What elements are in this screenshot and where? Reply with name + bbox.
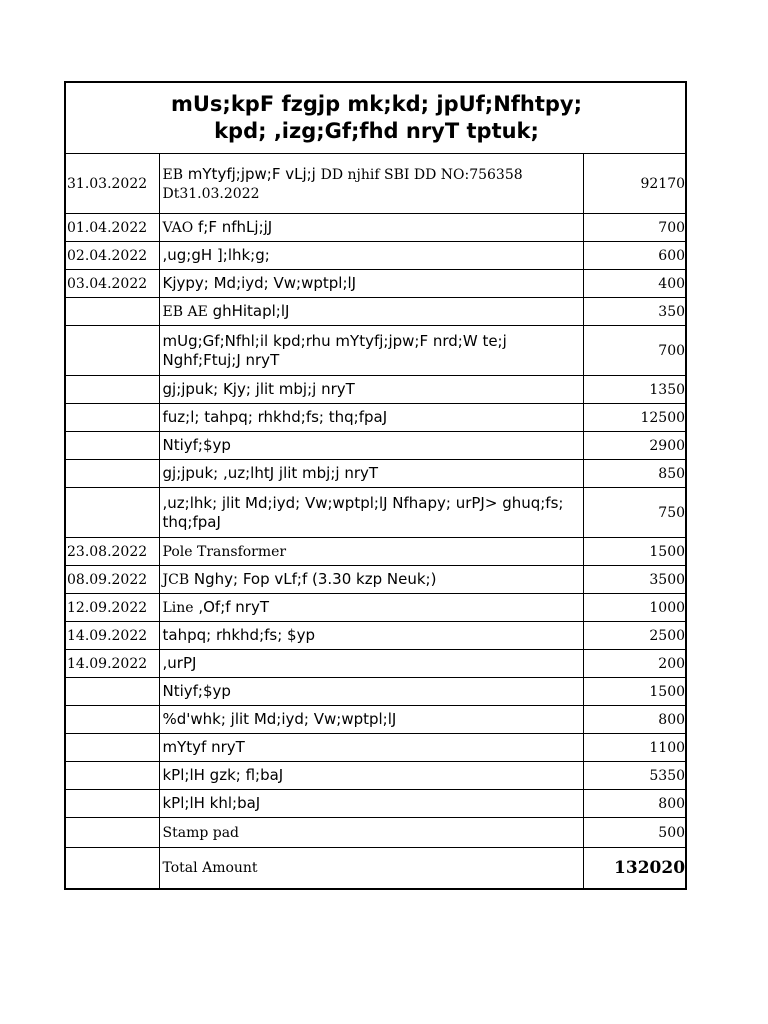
expense-table [66, 83, 687, 888]
description-cell [159, 762, 583, 790]
amount-cell: 5350 [583, 762, 687, 790]
title-line-1: mUs;kpF fzgjp mk;kd; jpUf;Nfhtpy; [171, 92, 583, 116]
date-cell: 23.08.2022 [66, 538, 159, 566]
description-text: kPl;lH gzk; fl;baJ [162, 766, 284, 784]
amount-cell: 200 [583, 650, 687, 678]
expense-sheet [64, 81, 687, 890]
table-row [66, 594, 687, 622]
date-cell: 02.04.2022 [66, 242, 159, 270]
description-cell [159, 488, 583, 538]
description-text: Ntiyf;$yp [162, 682, 231, 700]
amount-cell: 800 [583, 706, 687, 734]
date-cell [66, 706, 159, 734]
total-label: Total Amount [162, 860, 258, 877]
table-row [66, 762, 687, 790]
description-text: ,urPJ [162, 654, 197, 672]
amount-cell: 600 [583, 242, 687, 270]
amount-cell: 700 [583, 326, 687, 376]
table-row [66, 214, 687, 242]
description-cell [159, 650, 583, 678]
table-row [66, 650, 687, 678]
title-row [66, 83, 687, 154]
description-prefix: Stamp pad [162, 825, 240, 841]
date-cell [66, 432, 159, 460]
description-cell [159, 678, 583, 706]
description-text: gj;jpuk; ,uz;lhtJ jlit mbj;j nryT [162, 464, 379, 482]
description-cell [159, 538, 583, 566]
date-cell: 12.09.2022 [66, 594, 159, 622]
description-cell [159, 594, 583, 622]
amount-cell: 1500 [583, 538, 687, 566]
description-cell [159, 376, 583, 404]
table-row [66, 622, 687, 650]
amount-cell: 2500 [583, 622, 687, 650]
table-row [66, 566, 687, 594]
amount-cell: 1000 [583, 594, 687, 622]
amount-cell: 800 [583, 790, 687, 818]
description-text: ghHitapl;lJ [207, 302, 290, 320]
description-text: %d'whk; jlit Md;iyd; Vw;wptpl;lJ [162, 710, 397, 728]
amount-cell: 700 [583, 214, 687, 242]
description-cell [159, 432, 583, 460]
description-text: kPl;lH khl;baJ [162, 794, 261, 812]
date-cell [66, 762, 159, 790]
description-cell [159, 818, 583, 848]
amount-cell: 400 [583, 270, 687, 298]
date-cell: 03.04.2022 [66, 270, 159, 298]
amount-cell: 1100 [583, 734, 687, 762]
amount-cell: 1350 [583, 376, 687, 404]
description-text: fuz;l; tahpq; rhkhd;fs; thq;fpaJ [162, 408, 388, 426]
table-row [66, 298, 687, 326]
description-prefix: Line [162, 600, 194, 616]
description-text: Nghy; Fop vLf;f (3.30 kzp Neuk;) [189, 570, 437, 588]
amount-cell: 850 [583, 460, 687, 488]
description-text: ,Of;f nryT [193, 598, 270, 616]
date-cell [66, 818, 159, 848]
date-cell [66, 298, 159, 326]
date-cell: 14.09.2022 [66, 622, 159, 650]
description-text: mYtyfj;jpw;F vLj;j [183, 164, 321, 183]
description-text: tahpq; rhkhd;fs; $yp [162, 626, 315, 644]
description-prefix: Pole Transformer [162, 544, 287, 560]
table-row [66, 818, 687, 848]
description-suffix: DD njhif SBI DD NO:756358 Dt31.03.2022 [162, 166, 523, 202]
amount-cell: 92170 [583, 154, 687, 214]
total-label-cell [159, 848, 583, 888]
table-row [66, 790, 687, 818]
description-cell [159, 326, 583, 376]
table-row [66, 270, 687, 298]
description-cell [159, 460, 583, 488]
amount-cell: 350 [583, 298, 687, 326]
description-cell [159, 734, 583, 762]
description-cell [159, 790, 583, 818]
table-row [66, 678, 687, 706]
description-cell [159, 404, 583, 432]
description-prefix: EB [162, 166, 184, 183]
table-row [66, 242, 687, 270]
total-date-cell [66, 848, 159, 888]
description-text: mUg;Gf;Nfhl;il kpd;rhu mYtyfj;jpw;F nrd;W te;j Nghf;Ftuj;J nryT [162, 331, 507, 369]
date-cell [66, 460, 159, 488]
table-row [66, 432, 687, 460]
description-prefix: VAO [162, 220, 194, 236]
description-text: ,ug;gH ];lhk;g; [162, 246, 270, 264]
table-row [66, 734, 687, 762]
total-row [66, 848, 687, 888]
description-text: Kjypy; Md;iyd; Vw;wptpl;lJ [162, 274, 357, 292]
table-row [66, 404, 687, 432]
date-cell [66, 678, 159, 706]
amount-cell: 1500 [583, 678, 687, 706]
description-text: ,uz;lhk; jlit Md;iyd; Vw;wptpl;lJ Nfhapy; urPJ> ghuq;fs; thq;fpaJ [162, 493, 564, 531]
description-text: f;F nfhLj;jJ [193, 218, 273, 236]
description-prefix: JCB [162, 572, 190, 588]
description-prefix: EB AE [162, 304, 208, 320]
date-cell: 08.09.2022 [66, 566, 159, 594]
description-text: Ntiyf;$yp [162, 436, 231, 454]
description-cell [159, 706, 583, 734]
table-row [66, 326, 687, 376]
date-cell [66, 488, 159, 538]
description-cell [159, 154, 583, 214]
description-text: mYtyf nryT [162, 738, 245, 756]
table-row [66, 538, 687, 566]
date-cell: 31.03.2022 [66, 154, 159, 214]
date-cell [66, 790, 159, 818]
description-cell [159, 270, 583, 298]
date-cell [66, 376, 159, 404]
description-cell [159, 566, 583, 594]
date-cell: 01.04.2022 [66, 214, 159, 242]
description-cell [159, 298, 583, 326]
date-cell: 14.09.2022 [66, 650, 159, 678]
title-line-2: kpd; ,izg;Gf;fhd nryT tptuk; [214, 119, 539, 143]
page-title [66, 83, 687, 154]
amount-cell: 2900 [583, 432, 687, 460]
table-row [66, 706, 687, 734]
total-amount: 132020 [583, 848, 687, 888]
table-row [66, 376, 687, 404]
description-cell [159, 622, 583, 650]
amount-cell: 500 [583, 818, 687, 848]
date-cell [66, 326, 159, 376]
description-cell [159, 242, 583, 270]
date-cell [66, 734, 159, 762]
description-cell [159, 214, 583, 242]
amount-cell: 12500 [583, 404, 687, 432]
amount-cell: 750 [583, 488, 687, 538]
table-row [66, 460, 687, 488]
date-cell [66, 404, 159, 432]
amount-cell: 3500 [583, 566, 687, 594]
description-text: gj;jpuk; Kjy; jlit mbj;j nryT [162, 380, 355, 398]
table-row [66, 154, 687, 214]
table-row [66, 488, 687, 538]
